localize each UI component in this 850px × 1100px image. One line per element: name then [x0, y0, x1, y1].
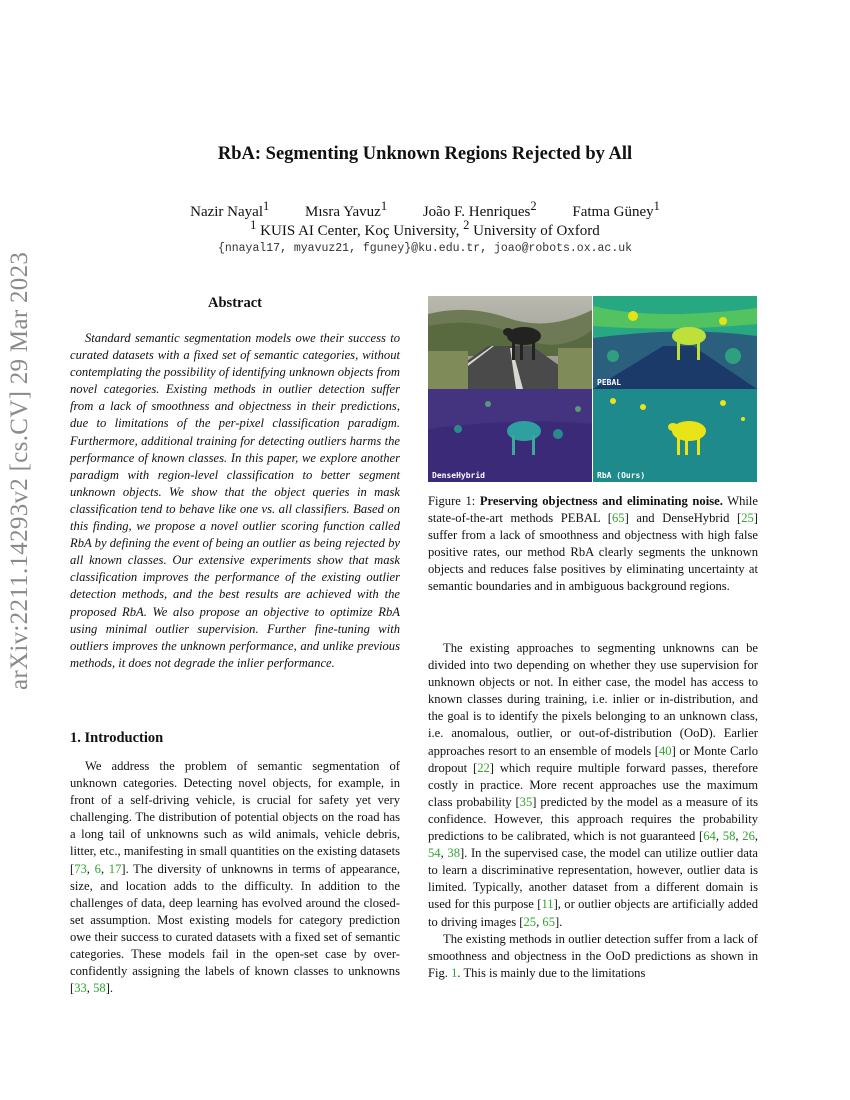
paragraph-text: We address the problem of semantic segmentation of unknown categories. Detecting novel objects, for example, in front of a self-driving vehicle, is crucial for safety yet very challenging. The distribution of potential objects on the road has a long tail of unknowns such as wild animals, vehicle debris, litter, etc., manifesting in small quantities on the existing datasets [	[70, 759, 400, 876]
citation-link[interactable]: 64	[703, 829, 716, 844]
pebal-heatmap	[593, 296, 757, 389]
paragraph-text: While state-of-the-art methods PEBAL [	[428, 494, 758, 526]
rba-heatmap	[593, 389, 757, 482]
citation-link[interactable]: 35	[519, 794, 533, 809]
paragraph-text: ] or Monte Carlo dropout [	[428, 743, 758, 775]
paragraph-text: The existing approaches to segmenting unknowns can be divided into two depending on whether they use supervision for unknown objects or not. In either case, the model has access to known classes during training, i.e. inlier or in-distribution, and the goal is to identify the pixels belonging to an unknown class, i.e. anomalous, outlier, or out-of-distribution (OoD). Earlier approaches resort to an ensemble of models [	[428, 641, 758, 758]
abstract-heading: Abstract	[208, 295, 262, 311]
citation-link[interactable]: 25	[523, 914, 537, 929]
citation-link[interactable]: 38	[447, 846, 460, 861]
citation-link[interactable]: 1	[451, 965, 458, 980]
figure-panel-label: PEBAL	[597, 378, 622, 387]
citation-link[interactable]: 58	[722, 829, 736, 844]
paragraph-text: ] and DenseHybrid [	[624, 511, 742, 526]
citation-link[interactable]: 25	[741, 511, 754, 526]
citation-link[interactable]: 6	[94, 861, 101, 876]
citation-link[interactable]: 40	[658, 743, 672, 758]
citation-link[interactable]: 17	[108, 861, 122, 876]
citation-link[interactable]: 65	[612, 511, 625, 526]
citation-link[interactable]: 58	[93, 981, 106, 996]
citation-link[interactable]: 11	[541, 897, 554, 912]
paragraph-text: ] which require multiple forward passes, therefore costly in practice. More recent approaches use the maximum class probability [	[428, 760, 758, 809]
paragraph-text: . This is mainly due to the limitations	[457, 965, 646, 980]
figure-panel-label: RbA (Ours)	[597, 471, 646, 480]
paragraph-text: ,	[715, 829, 723, 844]
figure-1-caption: Figure 1: Preserving objectness and eliminating noise. While state-of-the-art methods PEBAL [65] and DenseHybrid [25] suffer from a lack of smoothness and objectness with high false positive rates, our method RbA clearly segments the unknown objects and reduces false positives by eliminating uncertainty at semantic boundaries and in ambiguous background regions.	[428, 494, 758, 594]
arxiv-side-stamp: arXiv:2211.14293v2 [cs.CV] 29 Mar 2023	[6, 251, 33, 690]
paragraph-text: ,	[440, 846, 448, 861]
paragraph-text: ,	[754, 829, 759, 844]
author-emails[interactable]: {nnayal17, myavuz21, fguney}@ku.edu.tr, joao@robots.ox.ac.uk	[217, 242, 633, 255]
paragraph-text: ] predicted by the model as a measure of its confidence. However, this approach requires the probability predictions to be calibrated, which is not guaranteed [	[428, 794, 758, 844]
intro-heading: 1. Introduction	[70, 730, 164, 746]
paragraph-text: ,	[100, 861, 109, 876]
input-image-cow-on-road	[428, 296, 592, 389]
citation-link[interactable]: 65	[542, 914, 555, 929]
paragraph-text: ,	[86, 981, 94, 996]
paragraph-text: ,	[536, 914, 543, 929]
paragraph-text: ].	[105, 981, 114, 996]
col2-paragraphs	[428, 640, 758, 982]
citation-link[interactable]: 22	[477, 760, 490, 775]
citation-link[interactable]: 54	[428, 846, 441, 861]
paragraph-text: ].	[554, 914, 563, 929]
citation-link[interactable]: 26	[742, 829, 755, 844]
author: João F. Henriques$^2$	[422, 199, 537, 220]
citation-link[interactable]: 73	[74, 861, 87, 876]
abstract-text: Standard semantic segmentation models owe their success to curated datasets with a fixed set of semantic categories, without contemplating the possibility of identifying unknown objects from novel categories. Existing methods in outlier detection suffer from a lack of smoothness and objectness in their predictions, due to limitations of the per-pixel classification paradigm. Furthermore, additional training for detecting outliers harms the performance of known classes. In this paper, we explore another paradigm with region-level classification to better segment unknown objects. We show that the object queries in mask classification tend to behave like one vs. all classifiers. Based on this finding, we propose a novel outlier scoring function called RbA by defining the event of being an outlier as being rejected by all known classes. Our extensive experiments show that mask classification improves the performance of the existing outlier detection methods, and the best results are achieved with the proposed RbA. We also propose an objective to optimize RbA using minimal outlier supervision. Further fine-tuning with outliers improves the unknown performance, and unlike previous methods, it does not degrade the inlier performance.	[70, 331, 400, 670]
paragraph-text: ] suffer from a lack of smoothness and objectness with high false positive rates, our method RbA clearly segments the unknown objects and reduces false positives by eliminating uncertainty at semantic boundaries and in ambiguous background regions.	[428, 511, 758, 594]
figure-1	[428, 296, 757, 482]
author: Mısra Yavuz$^1$	[305, 199, 388, 220]
paragraph-text: The existing methods in outlier detection suffer from a lack of smoothness and objectness in the OoD predictions as shown in Fig.	[428, 931, 758, 980]
paragraph-text: ,	[735, 829, 743, 844]
paper-title: RbA: Segmenting Unknown Regions Rejected by All	[217, 144, 633, 164]
citation-link[interactable]: 33	[74, 981, 87, 996]
intro-paragraph	[70, 758, 400, 997]
author: Fatma Güney$^1$	[572, 199, 660, 220]
paragraph-text: ]. In the supervised case, the model can utilize outlier data to learn a discriminative representation, however, outlier data is limited. Typically, another dataset from a different domain is used for this purpose [	[428, 846, 759, 912]
affiliations: $^1$ KUIS AI Center, Koç University, $^2$ University of Oxford	[250, 218, 600, 239]
author: Nazir Nayal$^1$	[190, 199, 270, 220]
densehybrid-heatmap	[428, 389, 592, 482]
paragraph-text: ]. The diversity of unknowns in terms of appearance, size, and location adds to the difficulty. In addition to the challenges of data, deep learning has evolved around the closed-set assumption. Most existing models for category prediction owe their success to curated datasets with a fixed set of semantic categories. These models fail in the open-set case by over-confidently assigning the labels of known classes to unknowns [	[70, 861, 400, 996]
paragraph-text: ,	[86, 861, 95, 876]
figure-panel-label: DenseHybrid	[432, 471, 485, 480]
paragraph-text: ], or outlier objects are artificially added to driving images [	[428, 897, 758, 929]
